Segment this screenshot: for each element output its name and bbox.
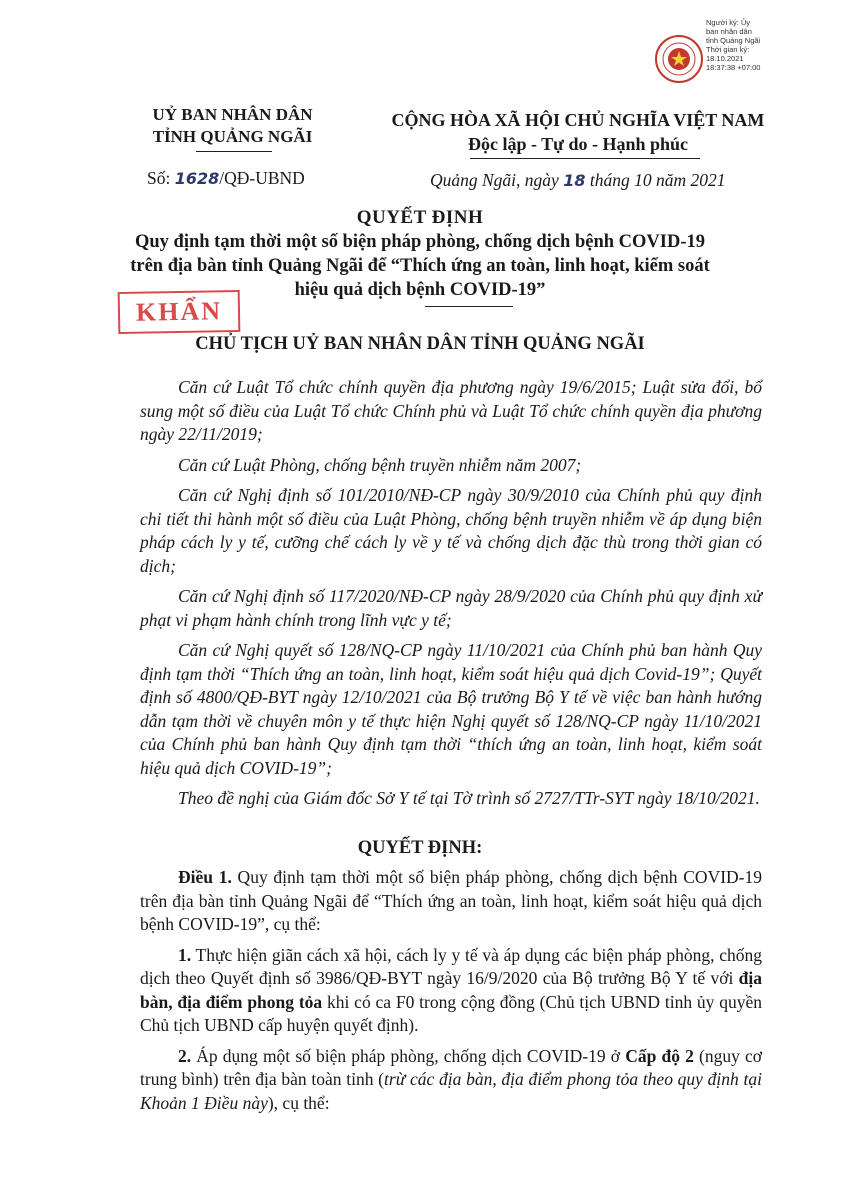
- clause-italic: trừ các địa bàn, địa điểm phong tỏa theo quy định tại Khoản 1 Điều này: [140, 1069, 762, 1113]
- article-label: Điều 1.: [178, 867, 232, 887]
- clause-text: ), cụ thể:: [267, 1092, 330, 1113]
- decision-heading: QUYẾT ĐỊNH:: [357, 838, 483, 858]
- handwritten-day: 18: [563, 171, 586, 190]
- clause-text: khi có ca F0 trong cộng đồng (Chủ tịch UBND tỉnh ủy quyền Chủ tịch UBND cấp huyện quyết định).: [140, 991, 762, 1035]
- official-seal-icon: [654, 34, 704, 84]
- motto: Độc lập - Tự do - Hạnh phúc: [467, 134, 689, 154]
- preamble-item: Căn cứ Nghị định số 101/2010/NĐ-CP ngày 30/9/2010 của Chính phủ quy định chi tiết thi hành một số điều của Luật Phòng, chống bệnh truyền nhiễm về áp dụng biện pháp cách ly y tế, cưỡng chế cách ly về y tế và chống dịch đặc thù trong thời gian có dịch;: [140, 485, 762, 576]
- divider: [470, 158, 700, 159]
- number-suffix: /QĐ-UBND: [219, 168, 305, 188]
- preamble: [140, 376, 762, 818]
- clause-label: 2.: [178, 1045, 192, 1066]
- signature-line: Người ký: Ủy: [706, 18, 751, 27]
- preamble-item: Căn cứ Luật Tổ chức chính quyền địa phương ngày 19/6/2015; Luật sửa đổi, bổ sung một số điều của Luật Tổ chức Chính phủ và Luật Tổ chức chính quyền địa phương ngày 22/11/2019;: [140, 377, 762, 444]
- handwritten-number: 1628: [174, 169, 220, 188]
- title-line: Quy định tạm thời một số biện pháp phòng, chống dịch bệnh COVID-19: [134, 232, 706, 252]
- place-date-prefix: Quảng Ngãi, ngày: [430, 170, 559, 190]
- place-date-suffix: tháng 10 năm 2021: [589, 170, 726, 190]
- preamble-item: Theo đề nghị của Giám đốc Sở Y tế tại Tờ trình số 2727/TTr-SYT ngày 18/10/2021.: [178, 788, 760, 808]
- nation-title: CỘNG HÒA XÃ HỘI CHỦ NGHĨA VIỆT NAM: [391, 110, 765, 130]
- preamble-item: Căn cứ Nghị định số 117/2020/NĐ-CP ngày 28/9/2020 của Chính phủ quy định xử phạt vi phạm hành chính trong lĩnh vực y tế;: [140, 586, 762, 630]
- number-prefix: Số:: [147, 168, 171, 188]
- clause-text: Thực hiện giãn cách xã hội, cách ly y tế và áp dụng các biện pháp phòng, chống dịch theo Quyết định số 3986/QĐ-BYT ngày 16/9/2020 của Bộ trưởng Bộ Y tế với: [140, 944, 762, 988]
- urgent-stamp: KHẨN: [118, 290, 241, 334]
- signature-line: 18:37:38 +07:00: [706, 63, 761, 72]
- clause-1: [140, 944, 762, 1038]
- decision-body: [140, 866, 762, 1122]
- title-line: hiệu quả dịch bệnh COVID-19”: [294, 280, 546, 300]
- national-motto-block: [378, 108, 778, 156]
- signature-line: tỉnh Quảng Ngãi: [706, 36, 761, 45]
- divider: [196, 151, 272, 152]
- document-kind: QUYẾT ĐỊNH: [356, 207, 484, 228]
- place-date: [430, 170, 725, 191]
- clause-emphasis: Cấp độ 2: [625, 1045, 694, 1066]
- article-1: [140, 866, 762, 937]
- issuer-block: [130, 104, 335, 148]
- issuing-authority: CHỦ TỊCH UỶ BAN NHÂN DÂN TỈNH QUẢNG NGÃI: [195, 334, 645, 354]
- preamble-item: Căn cứ Luật Phòng, chống bệnh truyền nhiễm năm 2007;: [178, 454, 582, 475]
- clause-label: 1.: [178, 944, 192, 965]
- digital-signature-info: [706, 18, 834, 72]
- divider: [425, 306, 513, 307]
- signature-line: Thời gian ký:: [706, 45, 750, 54]
- issuer-line: TỈNH QUẢNG NGÃI: [152, 127, 313, 146]
- clause-text: Áp dụng một số biện pháp phòng, chống dịch COVID-19 ở: [191, 1045, 626, 1066]
- clause-2: [140, 1045, 762, 1116]
- document-number: [147, 168, 305, 189]
- signature-line: 18.10.2021: [706, 54, 744, 63]
- document-title: [120, 206, 720, 302]
- preamble-item: Căn cứ Nghị quyết số 128/NQ-CP ngày 11/10/2021 của Chính phủ ban hành Quy định tạm thời “Thích ứng an toàn, linh hoạt, kiểm soát hiệu quả dịch Covid-19”; Quyết định số 4800/QĐ-BYT ngày 12/10/2021 của Bộ trưởng Bộ Y tế về việc ban hành hướng dẫn tạm thời về chuyên môn y tế thực hiện Nghị quyết số 128/NQ-CP ngày 11/10/2021 của Chính phủ ban hành Quy định tạm thời “thích ứng an toàn, linh hoạt, kiểm soát hiệu quả dịch COVID-19”;: [140, 640, 762, 778]
- article-text: Quy định tạm thời một số biện pháp phòng, chống dịch bệnh COVID-19 trên địa bàn tỉnh Quảng Ngãi để “Thích ứng an toàn, linh hoạt, kiểm soát hiệu quả dịch bệnh COVID-19”, cụ thể:: [140, 867, 763, 934]
- title-line: trên địa bàn tỉnh Quảng Ngãi để “Thích ứng an toàn, linh hoạt, kiểm soát: [130, 256, 710, 276]
- clause-emphasis: địa bàn, địa điểm phong tỏa: [140, 968, 762, 1012]
- issuer-line: UỶ BAN NHÂN DÂN: [152, 105, 313, 124]
- signature-line: ban nhân dân: [706, 27, 752, 36]
- clause-text: (nguy cơ trung bình) trên địa bàn toàn tỉnh (: [140, 1045, 762, 1089]
